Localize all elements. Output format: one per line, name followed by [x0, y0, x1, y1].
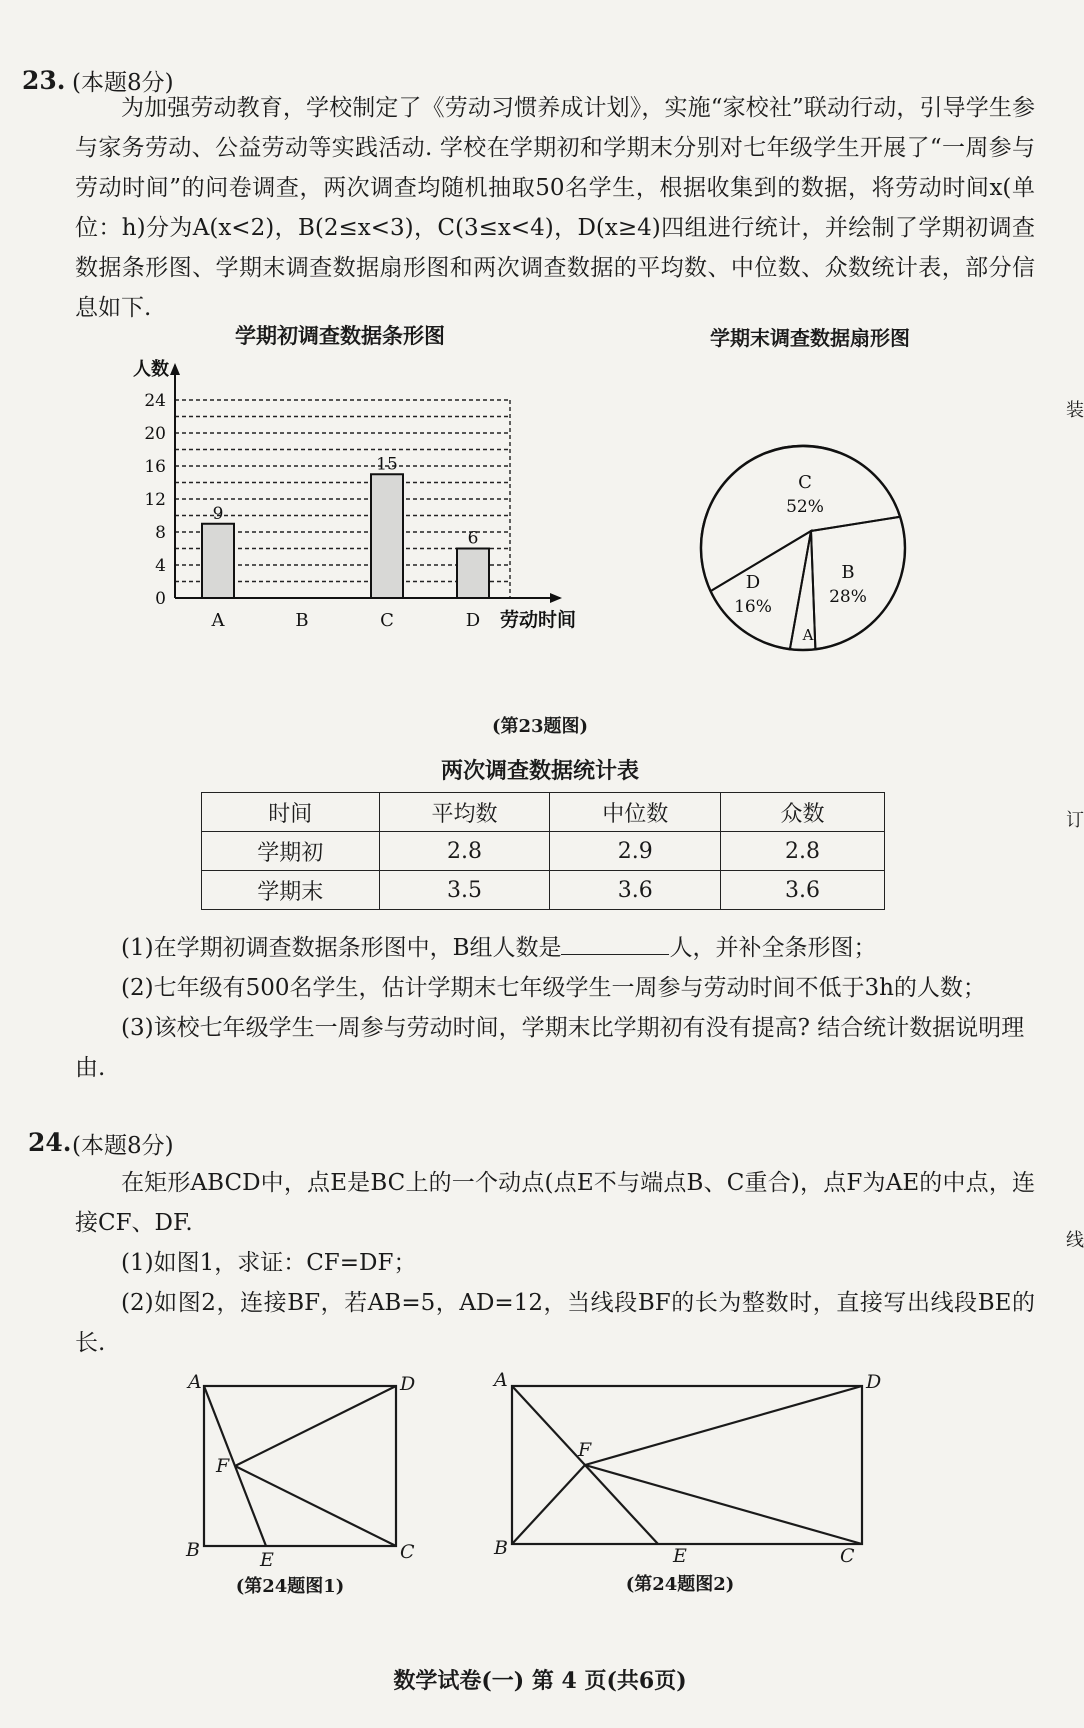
y-tick-label: 4: [155, 556, 166, 576]
table-header-cell: 平均数: [379, 793, 550, 832]
point-label-d: D: [400, 1373, 416, 1395]
y-tick-label: 16: [144, 457, 166, 477]
pie-slice: [711, 531, 811, 649]
segment-fd: [235, 1386, 396, 1466]
x-tick-label: B: [295, 610, 309, 631]
figure-24-1: [180, 1368, 420, 1571]
y-tick-label: 20: [144, 424, 166, 444]
segment-fc: [585, 1465, 862, 1544]
bar: [202, 524, 234, 598]
stats-table: [201, 792, 885, 910]
q23-sub1-suffix: 人，并补全条形图；: [669, 935, 877, 961]
q23-sub2: (2)七年级有500名学生，估计学期末七年级学生一周参与劳动时间不低于3h的人数；: [121, 975, 986, 1001]
rectangle-abcd: [512, 1386, 862, 1544]
x-axis-arrow: [550, 593, 562, 603]
bar-chart-bars: [202, 474, 489, 598]
x-tick-label: D: [465, 610, 481, 631]
pie-chart-title: 学期末调查数据扇形图: [710, 326, 910, 350]
point-label-a: A: [494, 1369, 508, 1391]
q24-sub1: (1)如图1，求证：CF=DF；: [121, 1250, 417, 1276]
x-tick-label: C: [380, 610, 394, 631]
segment-fc: [235, 1466, 396, 1546]
q24-sub2: (2)如图2，连接BF，若AB=5，AD=12，当线段BF的长为整数时，直接写出线段BE的长.: [75, 1290, 1035, 1356]
edge-mark: 线: [1066, 1230, 1084, 1251]
bar-chart: [130, 355, 660, 695]
y-axis-arrow: [170, 363, 180, 375]
table-cell: 3.6: [550, 871, 721, 910]
pie-slice-label: A: [802, 626, 814, 644]
bar-value-label: 9: [212, 503, 224, 524]
answer-blank[interactable]: [561, 932, 669, 955]
pie-slice-percent: 16%: [734, 597, 772, 617]
q24-text: 在矩形ABCD中，点E是BC上的一个动点(点E不与端点B、C重合)，点F为AE的中点，连接CF、DF.: [75, 1170, 1035, 1236]
table-cell: 3.5: [379, 871, 550, 910]
q23-subquestions: [75, 928, 1035, 1088]
pie-chart-labels: [734, 472, 867, 644]
pie-slice-percent: 28%: [829, 587, 867, 607]
table-row: [202, 871, 885, 910]
bar: [371, 474, 403, 598]
point-label-a: A: [188, 1371, 202, 1393]
point-label-d: D: [866, 1371, 882, 1393]
pie-slice: [811, 517, 905, 649]
table-cell: 学期初: [202, 832, 380, 871]
y-axis-label: 人数: [133, 359, 169, 380]
q24-body: [75, 1163, 1035, 1243]
pie-slice: [701, 446, 900, 591]
stats-table-title: 两次调查数据统计表: [440, 758, 639, 784]
segment-bf: [512, 1465, 585, 1544]
figure-24-1-caption: (第24题图1): [235, 1576, 345, 1597]
q24-number: 24.: [28, 1128, 72, 1157]
q24-subquestions: [75, 1243, 1035, 1363]
point-label-f: F: [578, 1439, 592, 1461]
segment-fd: [585, 1386, 862, 1465]
y-tick-label: 12: [144, 490, 166, 510]
q23-number: 23.: [22, 66, 66, 95]
edge-mark: 装: [1066, 400, 1084, 421]
table-header-row: [202, 793, 885, 832]
q24-header: (本题8分): [72, 1133, 174, 1159]
table-cell: 2.8: [379, 832, 550, 871]
pie-slice-label: C: [798, 472, 812, 493]
point-label-e: E: [673, 1545, 687, 1567]
pie-slice-percent: 52%: [786, 497, 824, 517]
y-tick-label: 8: [155, 523, 166, 543]
q23-header: (本题8分): [72, 70, 174, 96]
q23-sub1-prefix: (1)在学期初调查数据条形图中，B组人数是: [121, 935, 562, 961]
point-label-b: B: [186, 1539, 200, 1561]
edge-mark: 订: [1066, 810, 1084, 831]
bar-value-label: 6: [467, 528, 479, 549]
y-tick-label: 24: [144, 391, 166, 411]
page-footer: 数学试卷(一) 第 4 页(共6页): [393, 1668, 687, 1694]
point-label-c: C: [840, 1545, 855, 1567]
table-row: [202, 832, 885, 871]
q23-text: 为加强劳动教育，学校制定了《劳动习惯养成计划》，实施“家校社”联动行动，引导学生参与家务劳动、公益劳动等实践活动. 学校在学期初和学期末分别对七年级学生开展了“一周参与劳动时间”的问卷调查，两次调查均随机抽取50名学生，根据收集到的数据，将劳动时间x(单位：h)分为A(x<2)，B(2≤x<3)，C(3≤x<4)，D(x≥4)四组进行统计，并绘制了学期初调查数据条形图、学期末调查数据扇形图和两次调查数据的平均数、中位数、众数统计表，部分信息如下.: [75, 95, 1035, 321]
pie-slice-label: B: [841, 562, 855, 583]
figure-24-2: [490, 1366, 880, 1566]
table-cell: 3.6: [721, 871, 885, 910]
x-tick-label: A: [211, 610, 225, 631]
q23-sub3: (3)该校七年级学生一周参与劳动时间，学期末比学期初有没有提高? 结合统计数据说明理由.: [75, 1015, 1025, 1081]
y-tick-label: 0: [155, 589, 166, 609]
point-label-f: F: [216, 1455, 230, 1477]
point-label-e: E: [260, 1549, 274, 1571]
x-axis-label: 劳动时间: [500, 609, 577, 631]
bar-value-label: 15: [376, 454, 398, 475]
bar-chart-title: 学期初调查数据条形图: [235, 323, 445, 348]
table-cell: 2.8: [721, 832, 885, 871]
table-cell: 2.9: [550, 832, 721, 871]
q23-figure-caption: (第23题图): [491, 716, 589, 737]
point-label-c: C: [400, 1541, 415, 1563]
figure-24-2-caption: (第24题图2): [625, 1574, 735, 1595]
q23-sub1: [75, 928, 1035, 968]
bar: [457, 549, 489, 599]
table-header-cell: 众数: [721, 793, 885, 832]
table-header-cell: 时间: [202, 793, 380, 832]
q23-body: [75, 88, 1035, 328]
table-header-cell: 中位数: [550, 793, 721, 832]
rectangle-abcd: [204, 1386, 396, 1546]
table-cell: 学期末: [202, 871, 380, 910]
pie-chart: [680, 430, 940, 670]
point-label-b: B: [494, 1537, 508, 1559]
pie-slice-label: D: [745, 572, 761, 593]
